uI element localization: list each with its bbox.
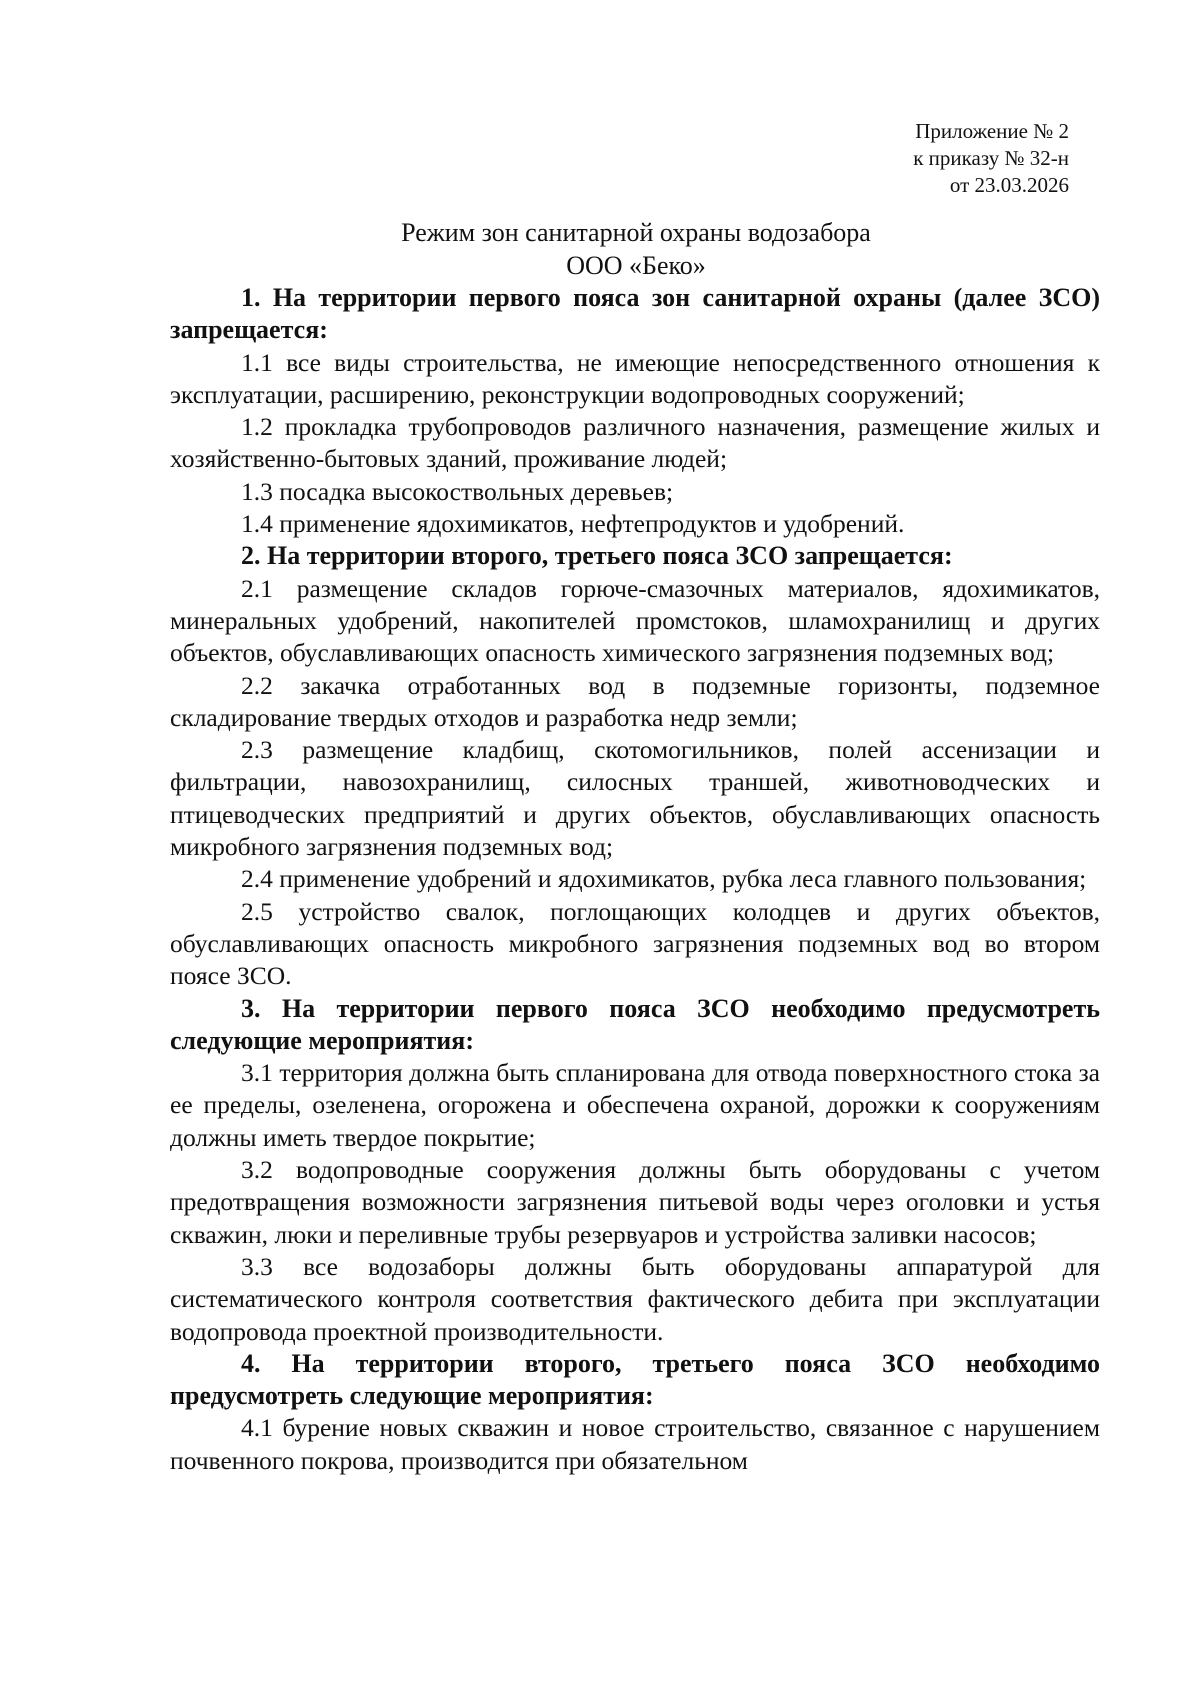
item-3-1: 3.1 территория должна быть спланирована для отвода поверхностного стока за ее пределы, озеленена, огорожена и обеспечена охраной, дорожки к сооружениям должны иметь твердое покрытие;	[170, 1058, 1100, 1152]
annex-order-date: от 23.03.2026	[949, 173, 1069, 197]
section-4-heading: 4. На территории второго, третьего пояса ЗСО необходимо предусмотреть следующие мероприятия:	[170, 1348, 1100, 1411]
item-3-2: 3.2 водопроводные сооружения должны быть оборудованы с учетом предотвращения возможности загрязнения питьевой воды через оголовки и устья скважин, люки и переливные трубы резервуаров и устройства заливки насосов;	[170, 1155, 1100, 1249]
item-1-4: 1.4 применение ядохимикатов, нефтепродуктов и удобрений.	[241, 509, 905, 539]
item-1-1: 1.1 все виды строительства, не имеющие непосредственного отношения к эксплуатации, расширению, реконструкции водопроводных сооружений;	[170, 347, 1100, 409]
item-4-1: 4.1 бурение новых скважин и новое строительство, связанное с нарушением почвенного покрова, производится при обязательном	[170, 1413, 1100, 1475]
annex-reference	[913, 118, 1069, 199]
document-body	[170, 282, 1100, 1477]
item-2-1: 2.1 размещение складов горюче-смазочных материалов, ядохимикатов, минеральных удобрений, накопителей промстоков, шламохранилищ и других объектов, обуславливающих опасность химического загрязнения подземных вод;	[170, 573, 1100, 668]
annex-number: Приложение № 2	[915, 119, 1069, 143]
item-2-3: 2.3 размещение кладбищ, скотомогильников, полей ассенизации и фильтрации, навозохранилищ, силосных траншей, животноводческих и птицеводческих предприятий и других объектов, обуславливающих опасность микробного загрязнения подземных вод;	[170, 735, 1100, 862]
section-2-heading: 2. На территории второго, третьего пояса ЗСО запрещается:	[241, 541, 953, 571]
item-1-2: 1.2 прокладка трубопроводов различного назначения, размещение жилых и хозяйственно-бытовых зданий, проживание людей;	[170, 412, 1100, 474]
item-3-3: 3.3 все водозаборы должны быть оборудованы аппаратурой для систематического контроля соответствия фактического дебита при эксплуатации водопровода проектной производительности.	[170, 1251, 1100, 1346]
item-2-5: 2.5 устройство свалок, поглощающих колодцев и других объектов, обуславливающих опасность микробного загрязнения подземных вод во втором поясе ЗСО.	[170, 896, 1100, 991]
annex-order-number: к приказу № 32-н	[913, 146, 1069, 170]
item-2-2: 2.2 закачка отработанных вод в подземные горизонты, подземное складирование твердых отходов и разработка недр земли;	[170, 670, 1100, 732]
section-3-heading: 3. На территории первого пояса ЗСО необходимо предусмотреть следующие мероприятия:	[170, 993, 1100, 1055]
title-line-1: Режим зон санитарной охраны водозабора	[401, 218, 871, 247]
section-1-heading: 1. На территории первого пояса зон санитарной охраны (далее ЗСО) запрещается:	[170, 283, 1100, 345]
item-2-4: 2.4 применение удобрений и ядохимикатов, рубка леса главного пользования;	[241, 864, 1087, 894]
item-1-3: 1.3 посадка высокоствольных деревьев;	[241, 476, 674, 506]
title-line-2: ООО «Беко»	[566, 251, 706, 280]
document-title	[170, 216, 1102, 282]
